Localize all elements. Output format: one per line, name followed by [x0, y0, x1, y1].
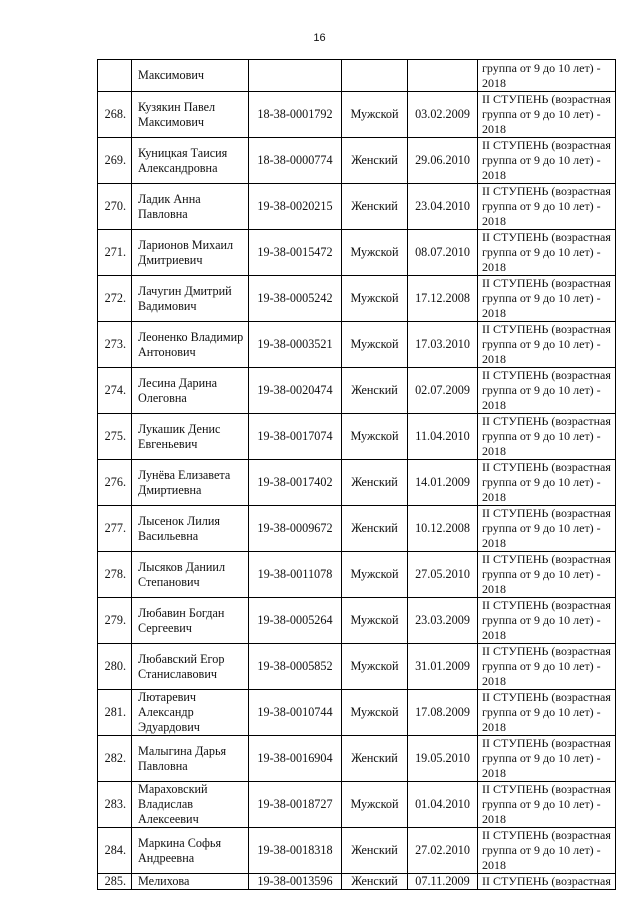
uin-code: 19-38-0011078 — [249, 552, 342, 598]
category: II СТУПЕНЬ (возрастная группа от 9 до 10 лет) - 2018 — [478, 782, 616, 828]
category: II СТУПЕНЬ (возрастная — [478, 874, 616, 890]
category: II СТУПЕНЬ (возрастная группа от 9 до 10 лет) - 2018 — [478, 736, 616, 782]
category: II СТУПЕНЬ (возрастная группа от 9 до 10 лет) - 2018 — [478, 276, 616, 322]
row-number: 275. — [98, 414, 132, 460]
uin-code: 19-38-0015472 — [249, 230, 342, 276]
participant-sex: Женский — [342, 506, 408, 552]
participant-name: Лукашик Денис Евгеньевич — [132, 414, 249, 460]
participant-name: Лютаревич Александр Эдуардович — [132, 690, 249, 736]
participant-name: Лачугин Дмитрий Вадимович — [132, 276, 249, 322]
birth-date: 17.12.2008 — [408, 276, 478, 322]
participant-name: Максимович — [132, 60, 249, 92]
row-number: 270. — [98, 184, 132, 230]
table-row — [98, 230, 616, 276]
uin-code: 19-38-0017402 — [249, 460, 342, 506]
row-number: 282. — [98, 736, 132, 782]
uin-code: 19-38-0018727 — [249, 782, 342, 828]
table-row — [98, 598, 616, 644]
row-number: 274. — [98, 368, 132, 414]
row-number: 278. — [98, 552, 132, 598]
category: II СТУПЕНЬ (возрастная группа от 9 до 10 лет) - 2018 — [478, 368, 616, 414]
category: II СТУПЕНЬ (возрастная группа от 9 до 10 лет) - 2018 — [478, 230, 616, 276]
page-number: 16 — [313, 32, 326, 44]
participant-name: Ларионов Михаил Дмитриевич — [132, 230, 249, 276]
participant-name: Лысенок Лилия Васильевна — [132, 506, 249, 552]
row-number: 284. — [98, 828, 132, 874]
birth-date: 29.06.2010 — [408, 138, 478, 184]
birth-date: 23.03.2009 — [408, 598, 478, 644]
category: II СТУПЕНЬ (возрастная группа от 9 до 10 лет) - 2018 — [478, 690, 616, 736]
uin-code: 19-38-0018318 — [249, 828, 342, 874]
table-row — [98, 322, 616, 368]
participant-sex: Мужской — [342, 276, 408, 322]
table-row — [98, 506, 616, 552]
participant-name: Мелихова — [132, 874, 249, 890]
row-number: 283. — [98, 782, 132, 828]
participant-sex: Мужской — [342, 690, 408, 736]
participant-name: Любавин Богдан Сергеевич — [132, 598, 249, 644]
category: II СТУПЕНЬ (возрастная группа от 9 до 10 лет) - 2018 — [478, 598, 616, 644]
birth-date: 14.01.2009 — [408, 460, 478, 506]
table-row — [98, 92, 616, 138]
uin-code: 19-38-0020474 — [249, 368, 342, 414]
row-number: 271. — [98, 230, 132, 276]
table-row — [98, 368, 616, 414]
birth-date: 27.05.2010 — [408, 552, 478, 598]
table-row — [98, 552, 616, 598]
birth-date: 19.05.2010 — [408, 736, 478, 782]
uin-code: 19-38-0009672 — [249, 506, 342, 552]
participant-sex: Мужской — [342, 92, 408, 138]
table-row — [98, 828, 616, 874]
row-number: 273. — [98, 322, 132, 368]
uin-code: 19-38-0005852 — [249, 644, 342, 690]
table-row — [98, 276, 616, 322]
birth-date: 31.01.2009 — [408, 644, 478, 690]
uin-code — [249, 60, 342, 92]
participant-name: Лесина Дарина Олеговна — [132, 368, 249, 414]
table-row — [98, 184, 616, 230]
row-number: 276. — [98, 460, 132, 506]
table-row — [98, 782, 616, 828]
table-row — [98, 414, 616, 460]
row-number: 272. — [98, 276, 132, 322]
table-row — [98, 644, 616, 690]
participant-sex: Женский — [342, 138, 408, 184]
birth-date: 01.04.2010 — [408, 782, 478, 828]
participant-sex: Женский — [342, 874, 408, 890]
birth-date: 17.08.2009 — [408, 690, 478, 736]
category: группа от 9 до 10 лет) - 2018 — [478, 60, 616, 92]
participants-table — [97, 59, 616, 890]
uin-code: 19-38-0005264 — [249, 598, 342, 644]
uin-code: 19-38-0020215 — [249, 184, 342, 230]
participant-sex: Мужской — [342, 322, 408, 368]
birth-date: 07.11.2009 — [408, 874, 478, 890]
uin-code: 19-38-0016904 — [249, 736, 342, 782]
birth-date: 11.04.2010 — [408, 414, 478, 460]
table-row-continued — [98, 60, 616, 92]
uin-code: 18-38-0001792 — [249, 92, 342, 138]
participant-sex: Женский — [342, 184, 408, 230]
participant-sex: Мужской — [342, 782, 408, 828]
row-number: 279. — [98, 598, 132, 644]
birth-date: 08.07.2010 — [408, 230, 478, 276]
participant-sex: Женский — [342, 736, 408, 782]
table-row — [98, 460, 616, 506]
birth-date: 17.03.2010 — [408, 322, 478, 368]
category: II СТУПЕНЬ (возрастная группа от 9 до 10 лет) - 2018 — [478, 92, 616, 138]
participant-sex: Мужской — [342, 598, 408, 644]
birth-date: 03.02.2009 — [408, 92, 478, 138]
participant-sex: Женский — [342, 368, 408, 414]
participant-name: Кузякин Павел Максимович — [132, 92, 249, 138]
uin-code: 19-38-0013596 — [249, 874, 342, 890]
row-number: 269. — [98, 138, 132, 184]
participant-name: Куницкая Таисия Александровна — [132, 138, 249, 184]
participant-name: Леоненко Владимир Антонович — [132, 322, 249, 368]
participant-name: Лунёва Елизавета Дмиртиевна — [132, 460, 249, 506]
participant-name: Лысяков Даниил Степанович — [132, 552, 249, 598]
uin-code: 19-38-0003521 — [249, 322, 342, 368]
participant-name: Малыгина Дарья Павловна — [132, 736, 249, 782]
category: II СТУПЕНЬ (возрастная группа от 9 до 10 лет) - 2018 — [478, 184, 616, 230]
participant-name: Ладик Анна Павловна — [132, 184, 249, 230]
category: II СТУПЕНЬ (возрастная группа от 9 до 10 лет) - 2018 — [478, 828, 616, 874]
category: II СТУПЕНЬ (возрастная группа от 9 до 10 лет) - 2018 — [478, 644, 616, 690]
birth-date: 23.04.2010 — [408, 184, 478, 230]
participant-sex: Мужской — [342, 644, 408, 690]
category: II СТУПЕНЬ (возрастная группа от 9 до 10 лет) - 2018 — [478, 138, 616, 184]
table-row — [98, 690, 616, 736]
table-row-partial — [98, 874, 616, 890]
participant-name: Любавский Егор Станиславович — [132, 644, 249, 690]
participant-sex: Женский — [342, 460, 408, 506]
uin-code: 19-38-0010744 — [249, 690, 342, 736]
row-number: 285. — [98, 874, 132, 890]
table-row — [98, 138, 616, 184]
birth-date: 27.02.2010 — [408, 828, 478, 874]
participant-name: Маркина Софья Андреевна — [132, 828, 249, 874]
participant-sex: Мужской — [342, 230, 408, 276]
birth-date: 02.07.2009 — [408, 368, 478, 414]
uin-code: 19-38-0005242 — [249, 276, 342, 322]
uin-code: 18-38-0000774 — [249, 138, 342, 184]
category: II СТУПЕНЬ (возрастная группа от 9 до 10 лет) - 2018 — [478, 322, 616, 368]
row-number: 277. — [98, 506, 132, 552]
row-number: 280. — [98, 644, 132, 690]
participant-sex: Мужской — [342, 552, 408, 598]
category: II СТУПЕНЬ (возрастная группа от 9 до 10 лет) - 2018 — [478, 552, 616, 598]
participant-sex: Женский — [342, 828, 408, 874]
uin-code: 19-38-0017074 — [249, 414, 342, 460]
table-row — [98, 736, 616, 782]
category: II СТУПЕНЬ (возрастная группа от 9 до 10 лет) - 2018 — [478, 414, 616, 460]
category: II СТУПЕНЬ (возрастная группа от 9 до 10 лет) - 2018 — [478, 506, 616, 552]
participant-sex — [342, 60, 408, 92]
participant-sex: Мужской — [342, 414, 408, 460]
participant-name: Мараховский Владислав Алексеевич — [132, 782, 249, 828]
row-number: 281. — [98, 690, 132, 736]
birth-date — [408, 60, 478, 92]
row-number: 268. — [98, 92, 132, 138]
birth-date: 10.12.2008 — [408, 506, 478, 552]
category: II СТУПЕНЬ (возрастная группа от 9 до 10 лет) - 2018 — [478, 460, 616, 506]
row-number — [98, 60, 132, 92]
